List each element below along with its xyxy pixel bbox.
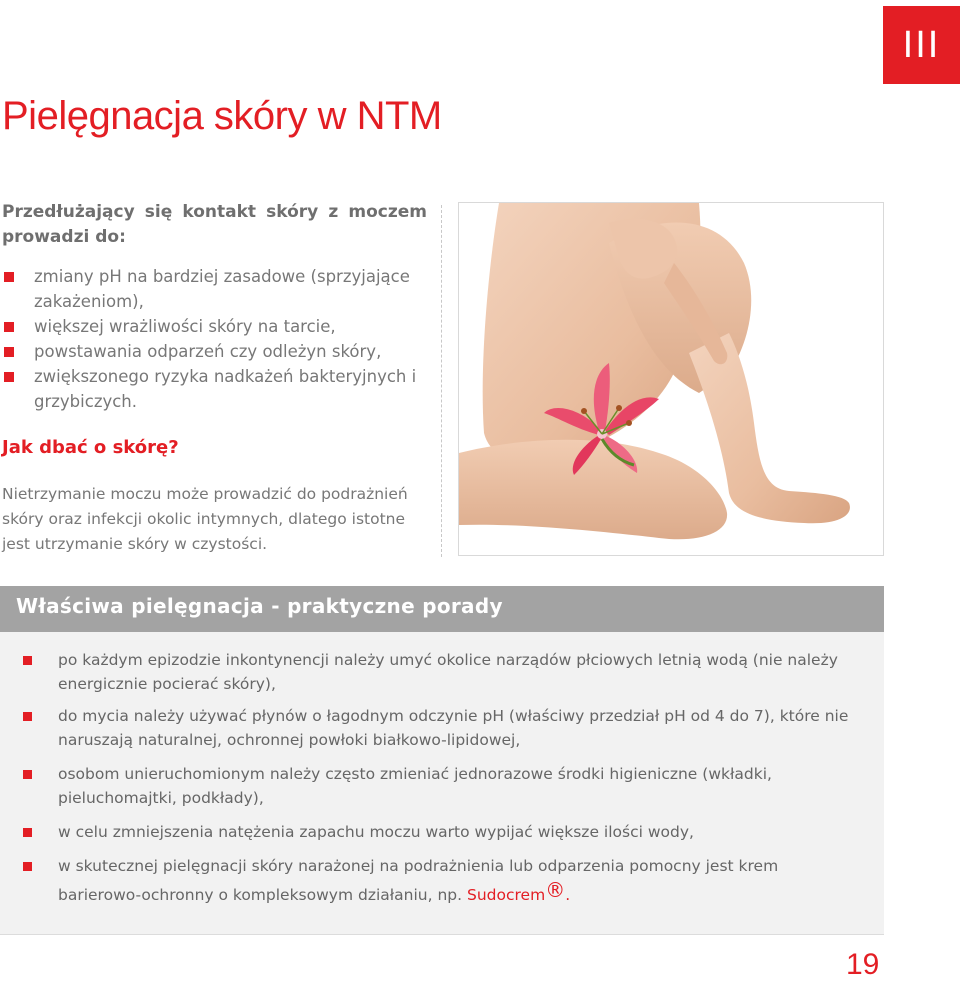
advice-header-bar	[0, 586, 884, 632]
body-with-lily-illustration	[459, 203, 884, 556]
end-punctuation: .	[565, 886, 571, 904]
square-bullet-icon	[23, 770, 32, 779]
page-number: 19	[846, 948, 880, 981]
square-bullet-icon	[4, 322, 14, 332]
care-heading: Jak dbać o skórę?	[2, 437, 179, 458]
list-item-text: w skutecznej pielęgnacji skóry narażonej na podrażnienia lub odparzenia pomocny jest krem barierowo-ochronny o kompleksowym działaniu, np.	[58, 857, 779, 904]
square-bullet-icon	[23, 712, 32, 721]
risk-list	[2, 264, 432, 414]
list-item-text: większej wrażliwości skóry na tarcie,	[34, 317, 336, 336]
list-item	[0, 762, 884, 810]
brand-name: Sudocrem	[467, 886, 546, 904]
advice-section	[0, 586, 884, 934]
square-bullet-icon	[4, 272, 14, 282]
list-item	[2, 364, 432, 414]
advice-title: Właściwa pielęgnacja - praktyczne porady	[16, 594, 503, 618]
list-item-text: powstawania odparzeń czy odleżyn skóry,	[34, 342, 382, 361]
list-item-text: zwiększonego ryzyka nadkażeń bakteryjnych i grzybiczych.	[34, 367, 417, 411]
list-item	[0, 704, 884, 752]
skin-care-photo	[458, 202, 884, 556]
page-title: Pielęgnacja skóry w NTM	[2, 94, 442, 138]
square-bullet-icon	[23, 828, 32, 837]
list-item-text: zmiany pH na bardziej zasadowe (sprzyjające zakażeniom),	[34, 267, 410, 311]
bottom-rule	[0, 934, 884, 935]
list-item	[0, 648, 884, 696]
square-bullet-icon	[4, 372, 14, 382]
list-item-text: do mycia należy używać płynów o łagodnym odczynie pH (właściwy przedział pH od 4 do 7), które nie naruszają naturalnej, ochronnej powłoki białkowo-lipidowej,	[58, 707, 849, 749]
list-item-text: osobom unieruchomionym należy często zmieniać jednorazowe środki higieniczne (wkładki, pieluchomajtki, podkłady),	[58, 765, 772, 807]
chapter-tab: III	[883, 6, 960, 84]
care-paragraph: Nietrzymanie moczu może prowadzić do podrażnień skóry oraz infekcji okolic intymnych, dlatego istotne jest utrzymanie skóry w czystości.	[2, 485, 408, 553]
square-bullet-icon	[4, 347, 14, 357]
intro-heading: Przedłużający się kontakt skóry z moczem prowadzi do:	[2, 202, 427, 247]
list-item	[2, 264, 432, 314]
list-item	[0, 820, 884, 844]
list-item	[0, 854, 884, 907]
square-bullet-icon	[23, 656, 32, 665]
advice-list	[0, 648, 884, 917]
dashed-divider	[441, 205, 442, 557]
list-item-text: w celu zmniejszenia natężenia zapachu moczu warto wypijać większe ilości wody,	[58, 823, 694, 841]
list-item-text: po każdym epizodzie inkontynencji należy umyć okolice narządów płciowych letnią wodą (nie należy energicznie pocierać skóry),	[58, 651, 838, 693]
square-bullet-icon	[23, 862, 32, 871]
list-item	[2, 339, 432, 364]
list-item	[2, 314, 432, 339]
registered-mark: ®	[545, 878, 566, 902]
